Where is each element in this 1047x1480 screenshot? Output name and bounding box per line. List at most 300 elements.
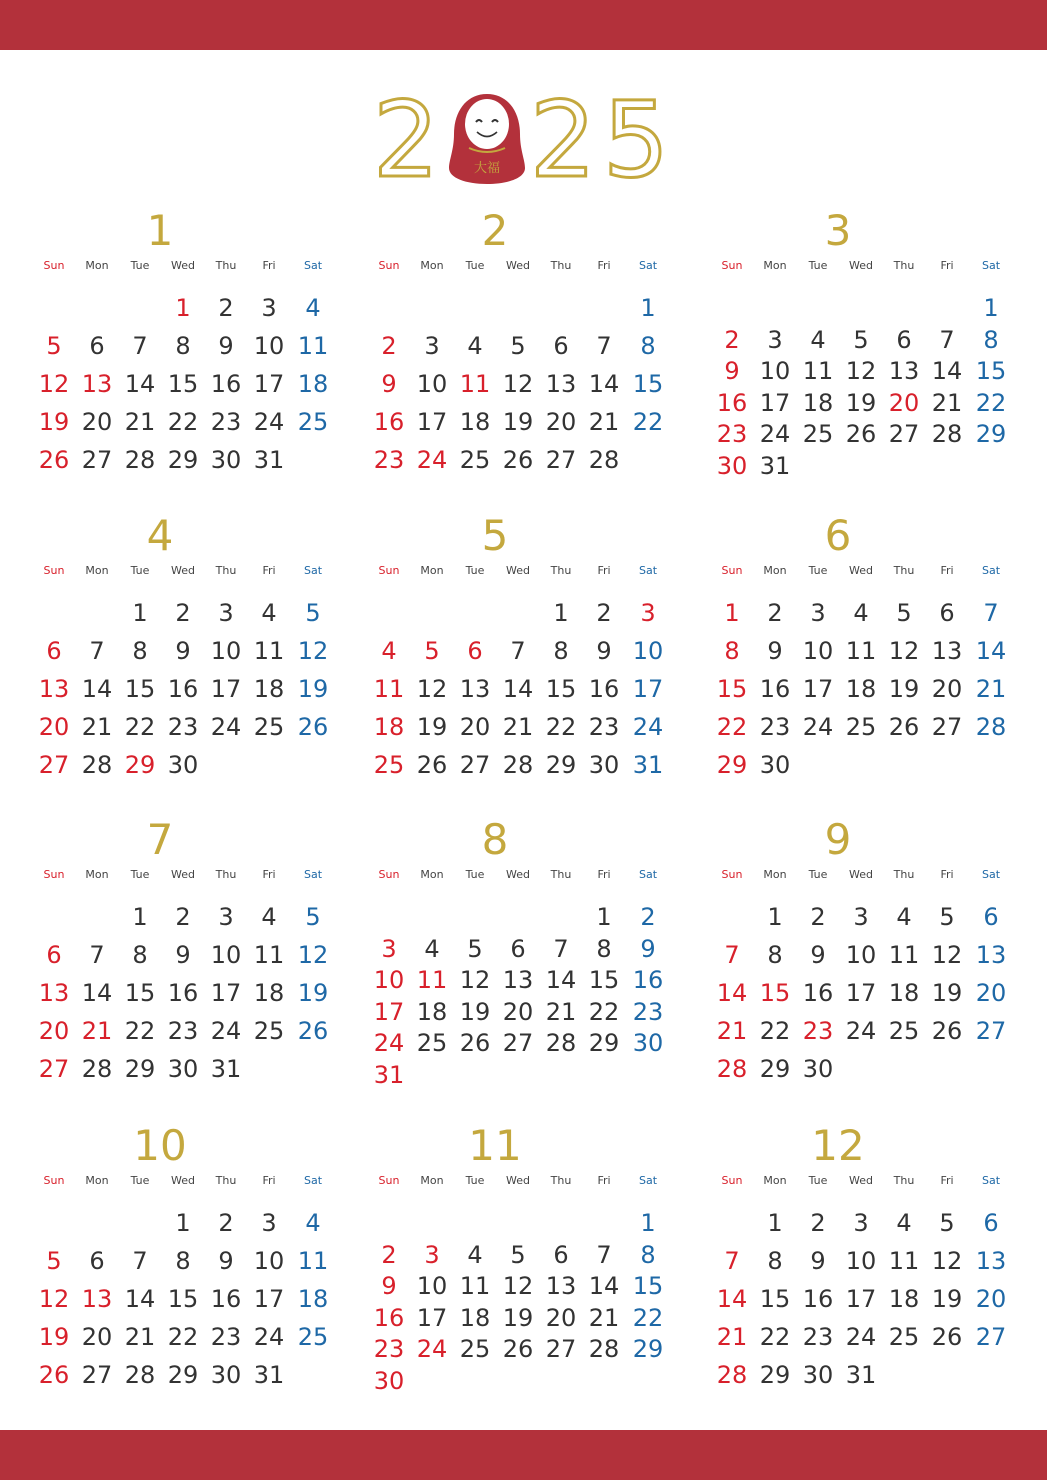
day-cell-friday: 14 [931, 357, 963, 386]
day-cell-friday: 29 [588, 1029, 620, 1058]
weekday-label-tue: Tue [465, 868, 485, 881]
day-cell-saturday: 12 [297, 941, 329, 969]
day-cell-sunday: 28 [716, 1055, 748, 1083]
day-cell-sunday: 14 [716, 979, 748, 1007]
day-cell-thursday: 25 [888, 1017, 920, 1045]
day-cell-sunday: 2 [381, 332, 397, 360]
weekday-label-mon: Mon [763, 259, 787, 272]
weekday-label-tue: Tue [130, 868, 150, 881]
day-cell-sunday: 18 [373, 713, 405, 741]
day-cell-sunday: 22 [716, 713, 748, 741]
day-cell-thursday: 18 [888, 979, 920, 1007]
day-cell-friday: 14 [588, 1272, 620, 1301]
day-cell-wednesday: 29 [167, 1361, 199, 1389]
weekday-label-tue: Tue [130, 259, 150, 272]
day-cell-saturday: 3 [640, 599, 656, 627]
day-cell-sunday: 15 [716, 675, 748, 703]
weekday-label-mon: Mon [420, 564, 444, 577]
day-cell-tuesday: 28 [124, 1361, 156, 1389]
day-cell-wednesday: 22 [167, 408, 199, 436]
day-cell-saturday: 21 [975, 675, 1007, 703]
weekday-label-mon: Mon [85, 564, 109, 577]
day-cell-wednesday: 27 [502, 1029, 534, 1058]
day-cell-friday: 17 [253, 1285, 285, 1313]
day-cell-saturday: 26 [297, 713, 329, 741]
day-cell-monday: 27 [81, 1361, 113, 1389]
day-cell-thursday: 2 [218, 294, 234, 322]
day-cell-tuesday: 11 [459, 1272, 491, 1301]
day-cell-monday: 6 [89, 332, 105, 360]
bottom-band [0, 1430, 1047, 1480]
top-band [0, 0, 1047, 50]
day-cell-thursday: 6 [553, 1240, 569, 1269]
day-cell-friday: 22 [588, 997, 620, 1026]
weekday-label-mon: Mon [420, 868, 444, 881]
day-cell-wednesday: 31 [845, 1361, 877, 1389]
weekday-label-mon: Mon [420, 1174, 444, 1187]
day-cell-sunday: 20 [38, 1017, 70, 1045]
weekday-label-tue: Tue [808, 259, 828, 272]
day-cell-saturday: 8 [640, 1240, 656, 1269]
weekday-label-sat: Sat [981, 259, 1001, 272]
day-cell-monday: 4 [424, 934, 440, 963]
weekday-label-wed: Wed [506, 1174, 530, 1187]
day-cell-tuesday: 14 [124, 1285, 156, 1313]
svg-text:大福: 大福 [473, 161, 501, 176]
day-cell-monday: 28 [81, 751, 113, 779]
day-cell-thursday: 8 [553, 637, 569, 665]
weekday-label-wed: Wed [849, 868, 873, 881]
weekday-label-sat: Sat [638, 1174, 658, 1187]
weekday-label-wed: Wed [506, 868, 530, 881]
day-cell-tuesday: 29 [124, 751, 156, 779]
day-cell-thursday: 13 [888, 357, 920, 386]
day-cell-thursday: 1 [553, 599, 569, 627]
weekday-label-sat: Sat [638, 564, 658, 577]
day-cell-monday: 13 [81, 370, 113, 398]
day-cell-tuesday: 1 [132, 903, 148, 931]
day-cell-tuesday: 9 [810, 941, 826, 969]
day-cell-sunday: 16 [716, 388, 748, 417]
day-cell-wednesday: 30 [167, 1055, 199, 1083]
day-cell-friday: 2 [596, 599, 612, 627]
day-cell-thursday: 20 [545, 1303, 577, 1332]
day-cell-saturday: 13 [975, 941, 1007, 969]
day-cell-wednesday: 15 [167, 370, 199, 398]
day-cell-thursday: 31 [210, 1055, 242, 1083]
day-cell-wednesday: 2 [175, 599, 191, 627]
day-cell-monday: 11 [416, 966, 448, 995]
day-cell-tuesday: 14 [124, 370, 156, 398]
day-cell-tuesday: 27 [459, 751, 491, 779]
weekday-label-thu: Thu [893, 868, 915, 881]
day-cell-monday: 10 [416, 1272, 448, 1301]
day-cell-friday: 24 [253, 1323, 285, 1351]
day-cell-saturday: 27 [975, 1017, 1007, 1045]
day-cell-monday: 9 [767, 637, 783, 665]
day-cell-sunday: 27 [38, 751, 70, 779]
day-cell-sunday: 17 [373, 997, 405, 1026]
day-cell-friday: 12 [931, 1247, 963, 1275]
weekday-label-thu: Thu [550, 259, 572, 272]
day-cell-friday: 31 [253, 446, 285, 474]
day-cell-tuesday: 25 [459, 1335, 491, 1364]
day-cell-friday: 24 [253, 408, 285, 436]
day-cell-thursday: 24 [210, 713, 242, 741]
day-cell-monday: 14 [81, 675, 113, 703]
day-cell-wednesday: 12 [845, 357, 877, 386]
day-cell-tuesday: 1 [132, 599, 148, 627]
day-cell-sunday: 16 [373, 1303, 405, 1332]
day-cell-wednesday: 1 [175, 1209, 191, 1237]
day-cell-wednesday: 17 [845, 979, 877, 1007]
day-cell-saturday: 18 [297, 370, 329, 398]
day-cell-wednesday: 19 [502, 408, 534, 436]
year-heading-svg [374, 84, 674, 194]
day-cell-friday: 14 [588, 370, 620, 398]
day-cell-tuesday: 4 [810, 325, 826, 354]
day-cell-sunday: 10 [373, 966, 405, 995]
day-cell-friday: 13 [931, 637, 963, 665]
weekday-label-wed: Wed [506, 564, 530, 577]
day-cell-thursday: 3 [218, 599, 234, 627]
day-cell-saturday: 11 [297, 1247, 329, 1275]
day-cell-saturday: 15 [975, 357, 1007, 386]
day-cell-wednesday: 24 [845, 1017, 877, 1045]
day-cell-monday: 8 [767, 1247, 783, 1275]
day-cell-saturday: 29 [632, 1335, 664, 1364]
weekday-label-mon: Mon [763, 868, 787, 881]
weekday-label-thu: Thu [550, 564, 572, 577]
day-cell-friday: 4 [261, 903, 277, 931]
day-cell-saturday: 11 [297, 332, 329, 360]
weekday-label-sun: Sun [378, 1174, 400, 1187]
day-cell-monday: 15 [759, 1285, 791, 1313]
day-cell-tuesday: 9 [810, 1247, 826, 1275]
day-cell-wednesday: 22 [167, 1323, 199, 1351]
day-cell-wednesday: 9 [175, 637, 191, 665]
month-title: 8 [481, 815, 509, 864]
day-cell-saturday: 25 [297, 1323, 329, 1351]
weekday-label-fri: Fri [262, 564, 276, 577]
day-cell-thursday: 27 [545, 446, 577, 474]
day-cell-wednesday: 3 [853, 1209, 869, 1237]
day-cell-wednesday: 26 [845, 420, 877, 449]
weekday-label-wed: Wed [506, 259, 530, 272]
weekday-label-tue: Tue [808, 1174, 828, 1187]
day-cell-sunday: 19 [38, 1323, 70, 1351]
day-cell-sunday: 6 [46, 941, 62, 969]
day-cell-sunday: 25 [373, 751, 405, 779]
day-cell-friday: 23 [588, 713, 620, 741]
day-cell-saturday: 18 [297, 1285, 329, 1313]
day-cell-friday: 25 [253, 713, 285, 741]
day-cell-wednesday: 23 [167, 713, 199, 741]
day-cell-wednesday: 3 [853, 903, 869, 931]
day-cell-tuesday: 29 [124, 1055, 156, 1083]
day-cell-tuesday: 26 [459, 1029, 491, 1058]
day-cell-friday: 31 [253, 1361, 285, 1389]
day-cell-friday: 19 [931, 1285, 963, 1313]
day-cell-thursday: 6 [896, 325, 912, 354]
day-cell-wednesday: 15 [167, 1285, 199, 1313]
day-cell-wednesday: 5 [510, 332, 526, 360]
day-cell-monday: 3 [767, 325, 783, 354]
day-cell-monday: 23 [759, 713, 791, 741]
day-cell-thursday: 3 [218, 903, 234, 931]
day-cell-friday: 17 [253, 370, 285, 398]
weekday-label-sat: Sat [303, 1174, 323, 1187]
day-cell-monday: 2 [767, 599, 783, 627]
day-cell-tuesday: 12 [459, 966, 491, 995]
day-cell-sunday: 13 [38, 675, 70, 703]
day-cell-saturday: 19 [297, 675, 329, 703]
day-cell-saturday: 22 [975, 388, 1007, 417]
day-cell-wednesday: 11 [845, 637, 877, 665]
day-cell-thursday: 9 [218, 332, 234, 360]
day-cell-friday: 21 [931, 388, 963, 417]
day-cell-thursday: 23 [210, 408, 242, 436]
day-cell-saturday: 5 [305, 599, 321, 627]
month-title: 1 [146, 206, 174, 255]
day-cell-wednesday: 7 [510, 637, 526, 665]
weekday-label-wed: Wed [849, 1174, 873, 1187]
day-cell-tuesday: 17 [802, 675, 834, 703]
day-cell-thursday: 10 [210, 637, 242, 665]
day-cell-saturday: 22 [632, 408, 664, 436]
day-cell-sunday: 9 [724, 357, 740, 386]
day-cell-sunday: 21 [716, 1017, 748, 1045]
day-cell-monday: 29 [759, 1055, 791, 1083]
day-cell-tuesday: 11 [459, 370, 491, 398]
day-cell-friday: 26 [931, 1017, 963, 1045]
day-cell-wednesday: 8 [175, 332, 191, 360]
day-cell-sunday: 6 [46, 637, 62, 665]
weekday-label-tue: Tue [130, 564, 150, 577]
day-cell-monday: 24 [416, 446, 448, 474]
day-cell-tuesday: 20 [459, 713, 491, 741]
day-cell-thursday: 29 [545, 751, 577, 779]
day-cell-saturday: 13 [975, 1247, 1007, 1275]
day-cell-saturday: 6 [983, 1209, 999, 1237]
day-cell-thursday: 11 [888, 1247, 920, 1275]
weekday-label-sun: Sun [721, 564, 743, 577]
year-title [374, 84, 674, 194]
month-title: 3 [824, 206, 852, 255]
day-cell-saturday: 24 [632, 713, 664, 741]
weekday-label-thu: Thu [215, 259, 237, 272]
day-cell-tuesday: 22 [124, 1017, 156, 1045]
day-cell-tuesday: 19 [459, 997, 491, 1026]
day-cell-friday: 18 [253, 979, 285, 1007]
day-cell-tuesday: 15 [124, 979, 156, 1007]
day-cell-tuesday: 21 [124, 1323, 156, 1351]
weekday-label-fri: Fri [262, 868, 276, 881]
day-cell-wednesday: 2 [175, 903, 191, 931]
day-cell-saturday: 4 [305, 294, 321, 322]
weekday-label-mon: Mon [85, 868, 109, 881]
day-cell-wednesday: 10 [845, 1247, 877, 1275]
day-cell-sunday: 9 [381, 370, 397, 398]
day-cell-thursday: 4 [896, 903, 912, 931]
day-cell-tuesday: 2 [810, 903, 826, 931]
day-cell-thursday: 13 [545, 1272, 577, 1301]
day-cell-monday: 28 [81, 1055, 113, 1083]
day-cell-tuesday: 18 [459, 408, 491, 436]
day-cell-wednesday: 13 [502, 966, 534, 995]
weekday-label-sat: Sat [981, 868, 1001, 881]
day-cell-tuesday: 22 [124, 713, 156, 741]
weekday-label-sat: Sat [981, 564, 1001, 577]
day-cell-monday: 10 [416, 370, 448, 398]
day-cell-thursday: 16 [210, 1285, 242, 1313]
weekday-label-tue: Tue [465, 1174, 485, 1187]
weekday-label-mon: Mon [420, 259, 444, 272]
day-cell-saturday: 20 [975, 1285, 1007, 1313]
day-cell-wednesday: 14 [502, 675, 534, 703]
weekday-label-tue: Tue [808, 868, 828, 881]
day-cell-sunday: 27 [38, 1055, 70, 1083]
day-cell-thursday: 9 [218, 1247, 234, 1275]
day-cell-monday: 3 [424, 1240, 440, 1269]
weekday-label-fri: Fri [940, 259, 954, 272]
day-cell-wednesday: 23 [167, 1017, 199, 1045]
day-cell-thursday: 22 [545, 713, 577, 741]
weekday-label-wed: Wed [171, 259, 195, 272]
weekday-label-sun: Sun [378, 564, 400, 577]
day-cell-friday: 3 [261, 1209, 277, 1237]
day-cell-tuesday: 18 [802, 388, 834, 417]
day-cell-thursday: 13 [545, 370, 577, 398]
day-cell-thursday: 28 [545, 1029, 577, 1058]
day-cell-thursday: 6 [553, 332, 569, 360]
day-cell-friday: 1 [596, 903, 612, 931]
day-cell-friday: 26 [931, 1323, 963, 1351]
day-cell-sunday: 20 [38, 713, 70, 741]
day-cell-thursday: 30 [210, 446, 242, 474]
weekday-label-wed: Wed [171, 564, 195, 577]
day-cell-monday: 21 [81, 1017, 113, 1045]
day-cell-friday: 10 [253, 332, 285, 360]
day-cell-wednesday: 6 [510, 934, 526, 963]
day-cell-sunday: 31 [373, 1061, 405, 1089]
day-cell-monday: 1 [767, 1209, 783, 1237]
day-cell-wednesday: 12 [502, 370, 534, 398]
day-cell-monday: 17 [416, 1303, 448, 1332]
day-cell-saturday: 26 [297, 1017, 329, 1045]
weekday-label-fri: Fri [597, 259, 611, 272]
year-digit: 2 [529, 84, 597, 194]
day-cell-sunday: 2 [724, 325, 740, 354]
day-cell-sunday: 12 [38, 1285, 70, 1313]
day-cell-tuesday: 6 [467, 637, 483, 665]
weekday-label-sat: Sat [303, 564, 323, 577]
day-cell-tuesday: 23 [802, 1017, 834, 1045]
day-cell-tuesday: 4 [467, 1240, 483, 1269]
day-cell-friday: 3 [261, 294, 277, 322]
day-cell-saturday: 15 [632, 1272, 664, 1301]
weekday-label-thu: Thu [550, 1174, 572, 1187]
day-cell-monday: 15 [759, 979, 791, 1007]
day-cell-wednesday: 5 [510, 1240, 526, 1269]
weekday-label-mon: Mon [85, 259, 109, 272]
day-cell-friday: 4 [261, 599, 277, 627]
day-cell-sunday: 11 [373, 675, 405, 703]
day-cell-monday: 21 [81, 713, 113, 741]
day-cell-sunday: 3 [381, 934, 397, 963]
day-cell-tuesday: 24 [802, 713, 834, 741]
day-cell-tuesday: 2 [810, 1209, 826, 1237]
day-cell-sunday: 7 [724, 1247, 740, 1275]
day-cell-tuesday: 4 [467, 332, 483, 360]
day-cell-monday: 17 [759, 388, 791, 417]
day-cell-sunday: 1 [724, 599, 740, 627]
day-cell-sunday: 23 [373, 446, 405, 474]
day-cell-thursday: 20 [545, 408, 577, 436]
day-cell-thursday: 19 [888, 675, 920, 703]
weekday-label-sat: Sat [638, 868, 658, 881]
day-cell-tuesday: 30 [802, 1055, 834, 1083]
day-cell-friday: 10 [253, 1247, 285, 1275]
day-cell-sunday: 26 [38, 1361, 70, 1389]
month-title: 10 [133, 1121, 187, 1170]
weekday-label-sat: Sat [638, 259, 658, 272]
day-cell-saturday: 19 [297, 979, 329, 1007]
weekday-label-tue: Tue [130, 1174, 150, 1187]
day-cell-sunday: 2 [381, 1240, 397, 1269]
day-cell-monday: 14 [81, 979, 113, 1007]
day-cell-monday: 31 [759, 452, 791, 480]
day-cell-wednesday: 30 [167, 751, 199, 779]
day-cell-wednesday: 8 [175, 1247, 191, 1275]
day-cell-tuesday: 8 [132, 941, 148, 969]
day-cell-wednesday: 28 [502, 751, 534, 779]
day-cell-sunday: 23 [716, 420, 748, 449]
day-cell-thursday: 14 [545, 966, 577, 995]
weekday-label-fri: Fri [597, 1174, 611, 1187]
weekday-label-sun: Sun [43, 259, 65, 272]
day-cell-sunday: 14 [716, 1285, 748, 1313]
day-cell-friday: 6 [939, 599, 955, 627]
day-cell-monday: 30 [759, 751, 791, 779]
day-cell-sunday: 9 [381, 1272, 397, 1301]
month-title: 7 [146, 815, 174, 864]
day-cell-friday: 20 [931, 675, 963, 703]
day-cell-tuesday: 11 [802, 357, 834, 386]
day-cell-saturday: 14 [975, 637, 1007, 665]
day-cell-thursday: 24 [210, 1017, 242, 1045]
day-cell-friday: 27 [931, 713, 963, 741]
day-cell-monday: 10 [759, 357, 791, 386]
day-cell-wednesday: 19 [845, 388, 877, 417]
day-cell-friday: 15 [588, 966, 620, 995]
day-cell-wednesday: 5 [853, 325, 869, 354]
day-cell-tuesday: 3 [810, 599, 826, 627]
day-cell-monday: 26 [416, 751, 448, 779]
day-cell-wednesday: 29 [167, 446, 199, 474]
weekday-label-sun: Sun [378, 259, 400, 272]
day-cell-thursday: 27 [888, 420, 920, 449]
weekday-label-wed: Wed [171, 868, 195, 881]
day-cell-monday: 8 [767, 941, 783, 969]
day-cell-thursday: 16 [210, 370, 242, 398]
day-cell-tuesday: 25 [459, 446, 491, 474]
day-cell-thursday: 17 [210, 675, 242, 703]
weekday-label-sun: Sun [43, 1174, 65, 1187]
day-cell-thursday: 12 [888, 637, 920, 665]
day-cell-monday: 3 [424, 332, 440, 360]
day-cell-wednesday: 16 [167, 675, 199, 703]
